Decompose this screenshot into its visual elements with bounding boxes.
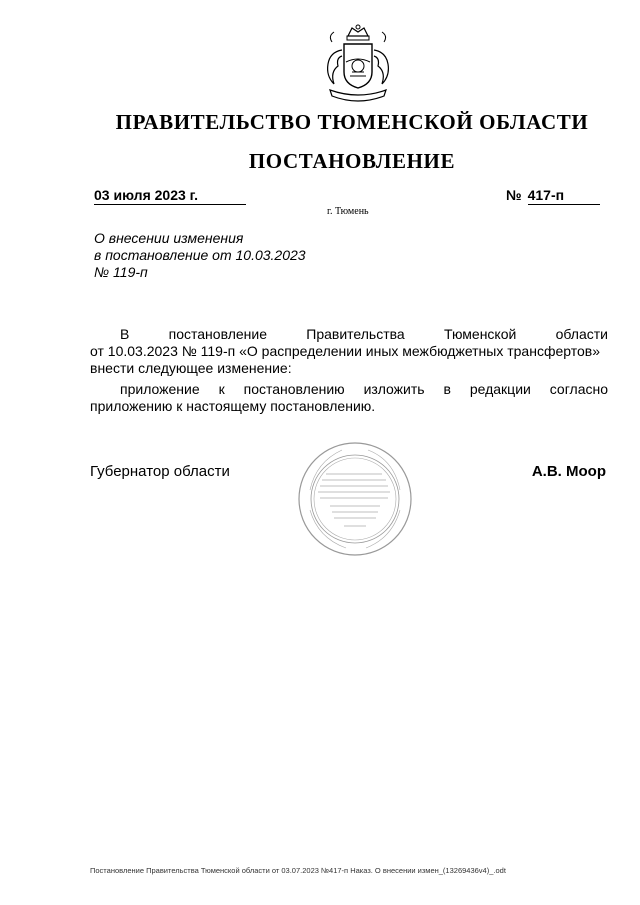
file-footer: Постановление Правительства Тюменской области от 03.07.2023 №417-п Наказ. О внесении измен_(13269436v4)_.odt	[90, 866, 506, 875]
body-paragraph-2	[90, 381, 608, 415]
paragraph-line: В постановление Правительства Тюменской области	[120, 326, 608, 342]
number-sign: №	[506, 187, 522, 203]
document-subject	[94, 230, 306, 281]
subject-line: в постановление от 10.03.2023	[94, 247, 306, 263]
subject-line: № 119-п	[94, 264, 148, 280]
document-date: 03 июля 2023 г.	[94, 187, 246, 205]
document-number: 417-п	[528, 187, 600, 205]
official-seal-stamp	[296, 440, 414, 558]
city-label: г. Тюмень	[327, 206, 369, 217]
document-type-title: ПОСТАНОВЛЕНИЕ	[248, 149, 456, 173]
body-paragraph-1	[90, 326, 608, 377]
paragraph-line: внести следующее изменение:	[90, 360, 292, 376]
subject-line: О внесении изменения	[94, 230, 244, 246]
signatory-name: А.В. Моор	[531, 463, 606, 480]
paragraph-line: приложению к настоящему постановлению.	[90, 398, 376, 414]
paragraph-line: приложение к постановлению изложить в редакции согласно	[120, 381, 608, 397]
organization-title: ПРАВИТЕЛЬСТВО ТЮМЕНСКОЙ ОБЛАСТИ	[115, 110, 589, 134]
coat-of-arms-emblem	[316, 22, 400, 114]
document-number-block	[506, 187, 600, 205]
signatory-title: Губернатор области	[90, 463, 230, 480]
paragraph-line: от 10.03.2023 № 119-п «О распределении иных межбюджетных трансфертов»	[90, 343, 600, 359]
